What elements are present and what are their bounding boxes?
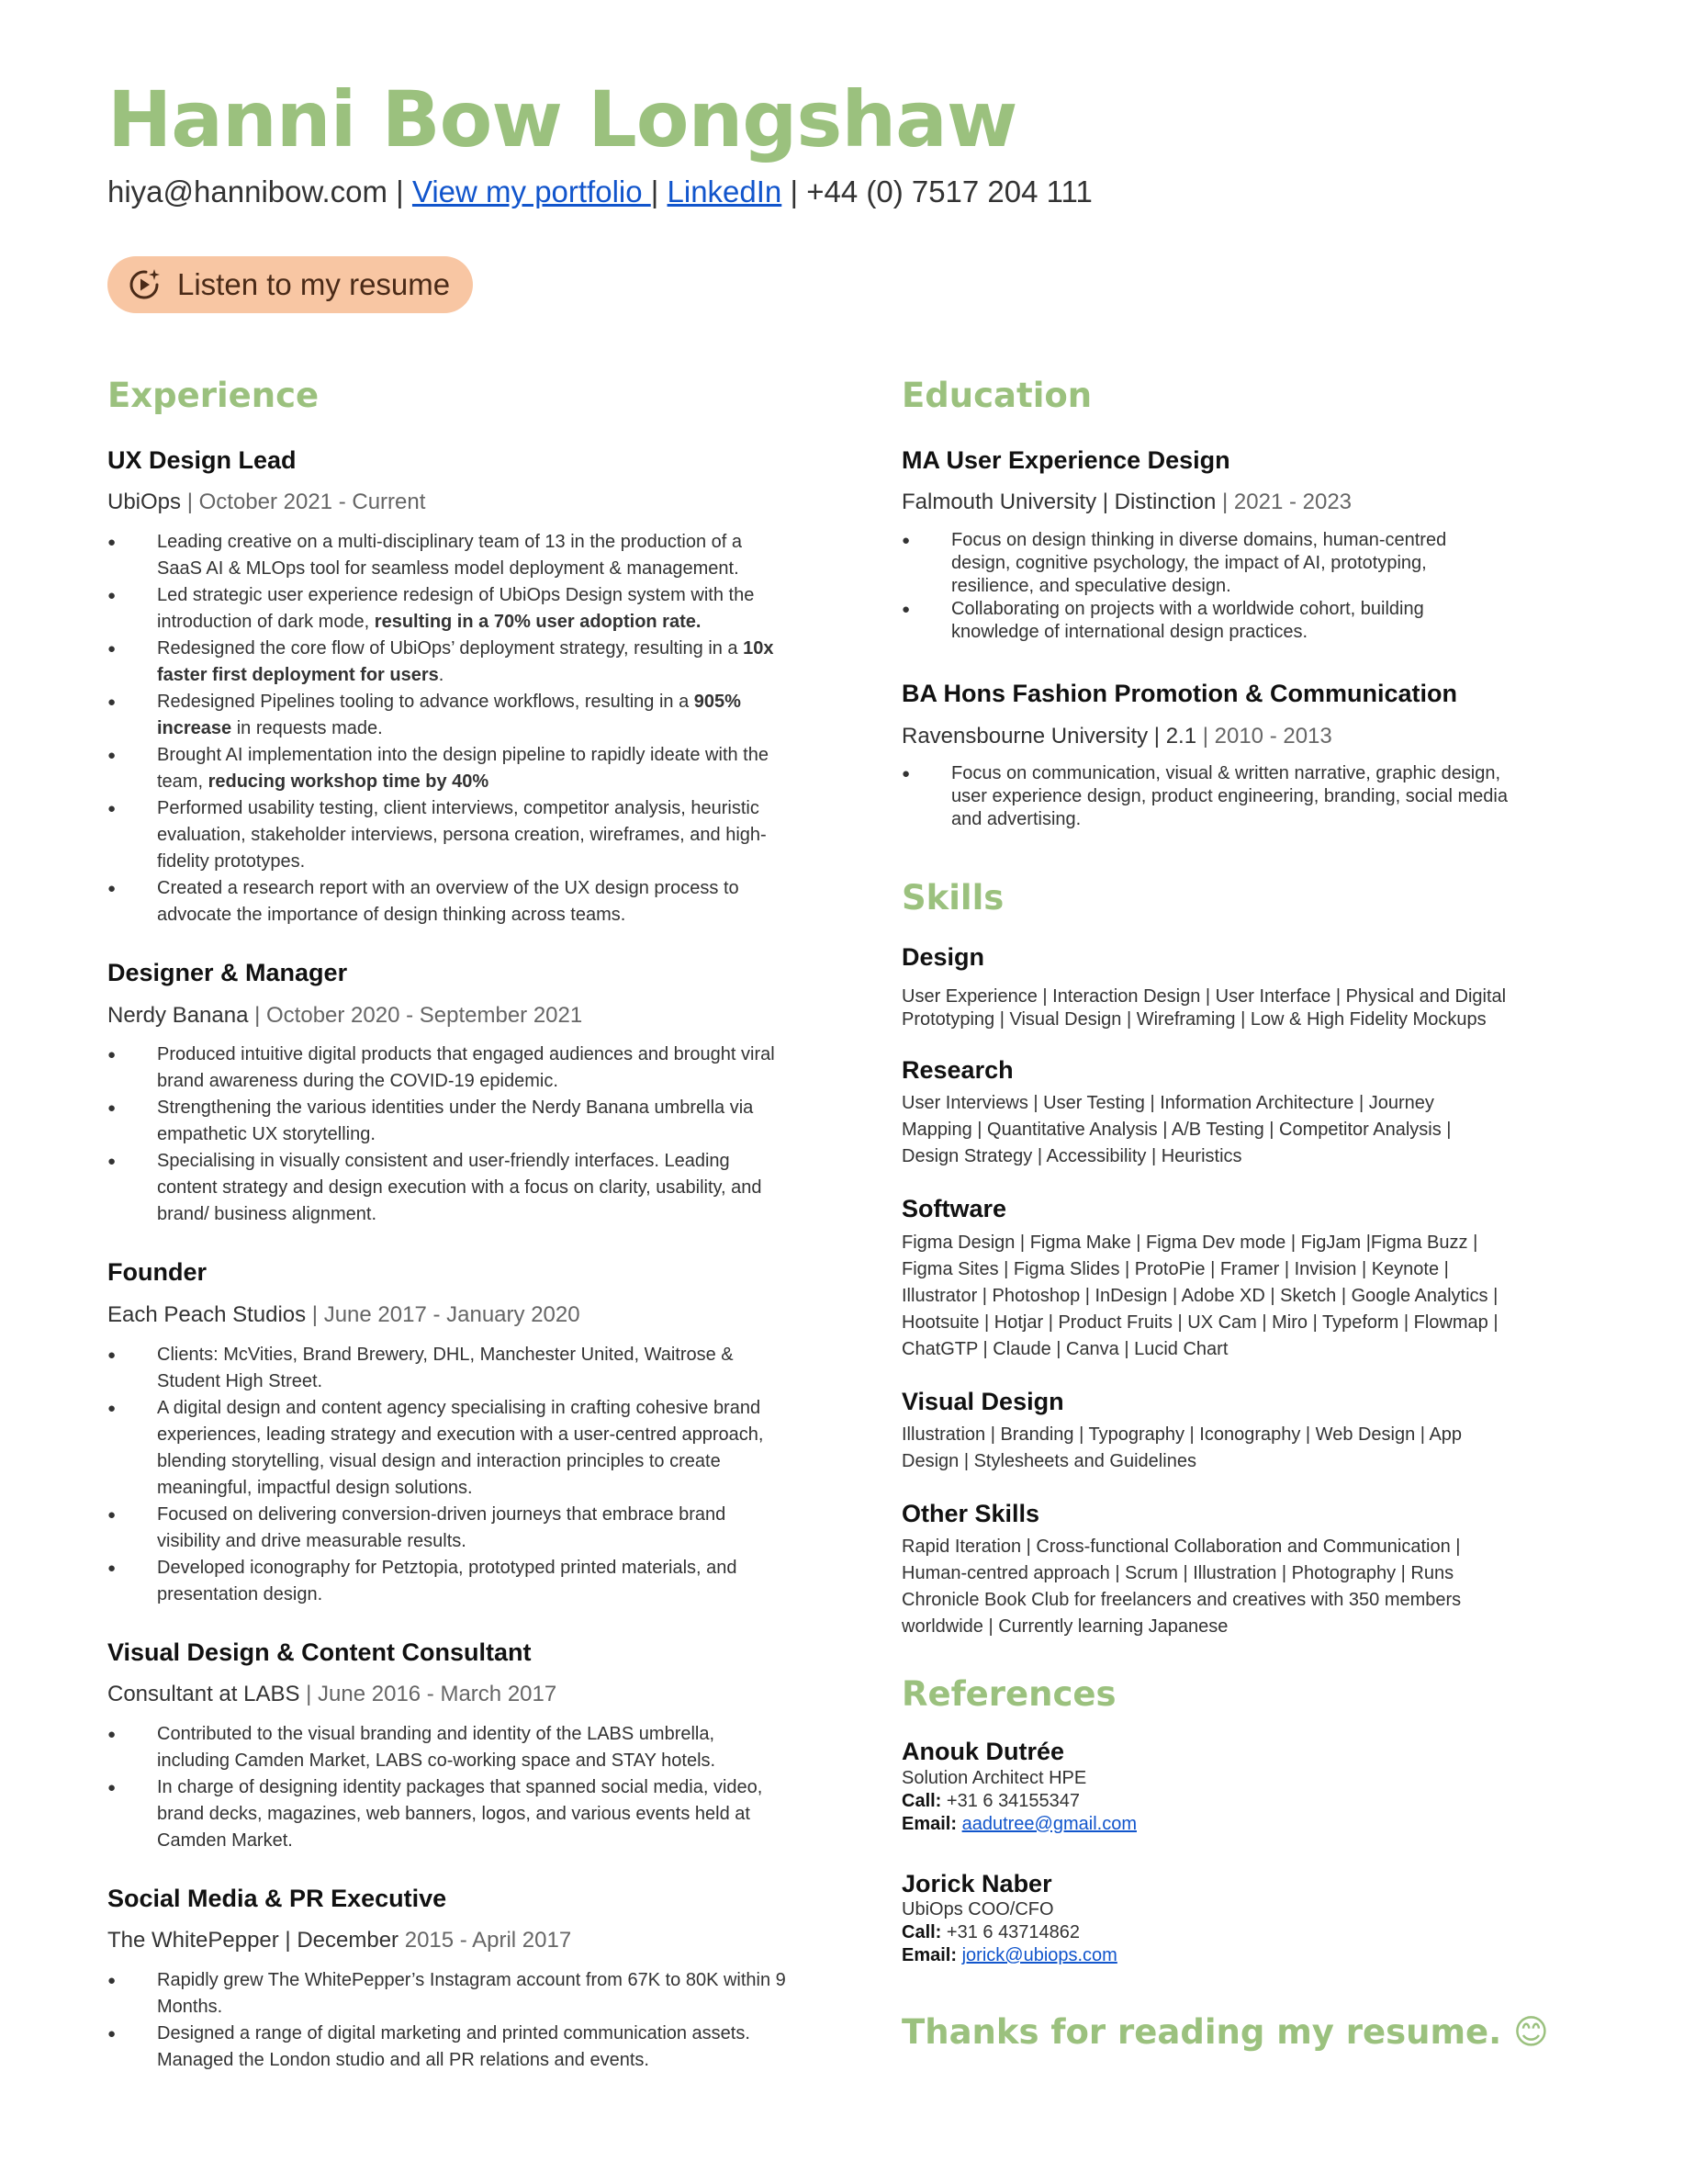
job-bullets bbox=[107, 529, 787, 929]
reference-entry bbox=[902, 1869, 1508, 1967]
skill-group bbox=[902, 1499, 1508, 1640]
listen-button-label: Listen to my resume bbox=[177, 267, 451, 301]
reference-email: Email: jorick@ubiops.com bbox=[902, 1945, 1117, 1966]
education-entry bbox=[902, 679, 1508, 831]
email-text: hiya@hannibow.com bbox=[107, 174, 388, 208]
skill-group-title: Research bbox=[902, 1055, 1014, 1084]
separator: | bbox=[781, 174, 807, 208]
separator: | bbox=[387, 174, 412, 208]
education-heading: Education bbox=[902, 376, 1093, 415]
bullet-item: ● Developed iconography for Petztopia, prototyped printed materials, and presentation design. bbox=[107, 1555, 787, 1608]
skills-heading: Skills bbox=[902, 878, 1005, 918]
education-dates: | 2021 - 2023 bbox=[1216, 490, 1353, 515]
closing-message: Thanks for reading my resume. 😊 bbox=[902, 2012, 1549, 2053]
job-bullets bbox=[107, 1967, 787, 2074]
job-entry bbox=[107, 1638, 787, 1854]
job-company: UbiOps bbox=[107, 490, 182, 515]
education-entry bbox=[902, 445, 1508, 644]
school-name: Falmouth University | Distinction bbox=[902, 490, 1217, 515]
job-bullets bbox=[107, 1342, 787, 1608]
contact-line bbox=[107, 174, 1093, 209]
school-name: Ravensbourne University | 2.1 bbox=[902, 723, 1197, 749]
reference-entry bbox=[902, 1737, 1508, 1835]
skill-group-text: User Experience | Interaction Design | User Interface | Physical and Digital Prototyping | Visual Design | Wireframing | Low & High Fidelity Mockups bbox=[902, 985, 1507, 1030]
play-sparkle-icon bbox=[126, 266, 163, 303]
reference-phone: Call: +31 6 34155347 bbox=[902, 1790, 1081, 1811]
skill-group bbox=[902, 1055, 1508, 1170]
degree-title: BA Hons Fashion Promotion & Communication bbox=[902, 680, 1457, 708]
skill-group bbox=[902, 1194, 1508, 1362]
education-meta bbox=[902, 490, 1508, 516]
bullet-item: ● Specialising in visually consistent and user-friendly interfaces. Leading content strategy and design execution with a focus on clarity, usability, and brand/ business alignment. bbox=[107, 1148, 787, 1228]
skill-group-title: Other Skills bbox=[902, 1499, 1040, 1527]
job-entry bbox=[107, 958, 787, 1228]
bullet-item: ● Redesigned the core flow of UbiOps’ deployment strategy, resulting in a 10x faster first deployment for users. bbox=[107, 636, 787, 689]
skill-group-title: Software bbox=[902, 1195, 1007, 1223]
skill-group-text: User Interviews | User Testing | Information Architecture | Journey Mapping | Quantitative Analysis | A/B Testing | Competitor Analysis | Design Strategy | Accessibility | Heuristics bbox=[902, 1093, 1452, 1167]
skill-group bbox=[902, 942, 1508, 1030]
job-bullets bbox=[107, 1041, 787, 1228]
job-dates: 2015 - April 2017 bbox=[399, 1928, 572, 1953]
bullet-item: ● Focused on delivering conversion-driven journeys that embrace brand visibility and drive measurable results. bbox=[107, 1502, 787, 1555]
job-entry bbox=[107, 445, 787, 929]
bullet-item: ● In charge of designing identity packages that spanned social media, video, brand decks, magazines, web banners, logos, and various events held at Camden Market. bbox=[107, 1774, 787, 1854]
education-bullets bbox=[902, 762, 1508, 831]
job-meta bbox=[107, 1003, 787, 1030]
reference-title: UbiOps COO/CFO bbox=[902, 1899, 1054, 1920]
reference-email-link[interactable]: jorick@ubiops.com bbox=[961, 1945, 1117, 1966]
job-role: Visual Design & Content Consultant bbox=[107, 1638, 532, 1666]
bullet-item: ● Redesigned Pipelines tooling to advance workflows, resulting in a 905% increase in requests made. bbox=[107, 689, 787, 742]
job-dates: | October 2021 - Current bbox=[181, 490, 426, 515]
bullet-item: ● Clients: McVities, Brand Brewery, DHL, Manchester United, Waitrose & Student High Street. bbox=[107, 1342, 787, 1395]
job-company: The WhitePepper | December bbox=[107, 1928, 399, 1953]
job-dates: | October 2020 - September 2021 bbox=[248, 1002, 583, 1028]
bullet-item: ● Produced intuitive digital products that engaged audiences and brought viral brand awareness during the COVID-19 epidemic. bbox=[107, 1041, 787, 1095]
reference-email-link[interactable]: aadutree@gmail.com bbox=[961, 1813, 1137, 1834]
job-company: Each Peach Studios bbox=[107, 1301, 307, 1327]
bullet-item: ● Strengthening the various identities under the Nerdy Banana umbrella via empathetic UX storytelling. bbox=[107, 1095, 787, 1148]
skill-group-text: Rapid Iteration | Cross-functional Collaboration and Communication | Human-centred approach | Scrum | Illustration | Photography | Runs Chronicle Book Club for freelancers and creatives with 350 members worldwide | Currently learning Japanese bbox=[902, 1537, 1462, 1638]
experience-column bbox=[107, 378, 787, 2074]
education-dates: | 2010 - 2013 bbox=[1196, 723, 1332, 749]
bullet-item: ● Brought AI implementation into the design pipeline to rapidly ideate with the team, reducing workshop time by 40% bbox=[107, 742, 787, 795]
bullet-item: ● Contributed to the visual branding and identity of the LABS umbrella, including Camden Market, LABS co-working space and STAY hotels. bbox=[107, 1721, 787, 1774]
skill-group-title: Visual Design bbox=[902, 1387, 1064, 1415]
job-meta bbox=[107, 490, 787, 516]
job-meta bbox=[107, 1302, 787, 1329]
skill-group-text: Figma Design | Figma Make | Figma Dev mode | FigJam |Figma Buzz | Figma Sites | Figma Slides | ProtoPie | Framer | Invision | Keynote | Illustrator | Photoshop | InDesign | Adobe XD | Sketch | Google Analytics | Hootsuite | Hotjar | Product Fruits | UX Cam | Miro | Typeform | Flowmap | ChatGTP | Claude | Canva | Lucid Chart bbox=[902, 1232, 1499, 1359]
job-entry bbox=[107, 1884, 787, 2074]
reference-name: Jorick Naber bbox=[902, 1869, 1052, 1897]
job-dates: | June 2016 - March 2017 bbox=[299, 1681, 557, 1706]
job-role: Social Media & PR Executive bbox=[107, 1884, 447, 1912]
linkedin-link[interactable]: LinkedIn bbox=[667, 174, 782, 208]
reference-name: Anouk Dutrée bbox=[902, 1738, 1065, 1766]
bullet-item: ● Led strategic user experience redesign of UbiOps Design system with the introduction of dark mode, resulting in a 70% user adoption rate. bbox=[107, 582, 787, 636]
job-meta bbox=[107, 1682, 787, 1708]
job-role: Designer & Manager bbox=[107, 959, 348, 987]
skill-group-title: Design bbox=[902, 943, 985, 972]
bullet-item: ● A digital design and content agency specialising in crafting cohesive brand experiences, leading strategy and execution with a user-centred approach, blending storytelling, visual design and interaction principles to create meaningful, impactful design solutions. bbox=[107, 1395, 787, 1502]
reference-title: Solution Architect HPE bbox=[902, 1767, 1087, 1788]
education-meta bbox=[902, 724, 1508, 750]
sidebar-column bbox=[902, 376, 1549, 2053]
job-entry bbox=[107, 1257, 787, 1607]
job-company: Consultant at LABS bbox=[107, 1681, 300, 1706]
phone-text: +44 (0) 7517 204 111 bbox=[806, 174, 1093, 208]
job-bullets bbox=[107, 1721, 787, 1854]
bullet-item: ● Collaborating on projects with a worldwide cohort, building knowledge of international design practices. bbox=[902, 598, 1508, 644]
reference-email: Email: aadutree@gmail.com bbox=[902, 1813, 1137, 1834]
bullet-item: ● Focus on communication, visual & written narrative, graphic design, user experience design, product engineering, branding, social media and advertising. bbox=[902, 762, 1508, 831]
education-bullets bbox=[902, 529, 1508, 644]
reference-phone: Call: +31 6 43714862 bbox=[902, 1922, 1081, 1943]
bullet-item: ● Focus on design thinking in diverse domains, human-centred design, cognitive psychology, the impact of AI, prototyping, resilience, and speculative design. bbox=[902, 529, 1508, 598]
listen-to-resume-button[interactable] bbox=[107, 256, 473, 313]
job-role: UX Design Lead bbox=[107, 446, 297, 474]
bullet-item: ● Designed a range of digital marketing and printed communication assets. Managed the London studio and all PR relations and events. bbox=[107, 2021, 787, 2074]
job-meta bbox=[107, 1928, 787, 1954]
job-dates: | June 2017 - January 2020 bbox=[306, 1301, 580, 1327]
skill-group-text: Illustration | Branding | Typography | Iconography | Web Design | App Design | Stylesheets and Guidelines bbox=[902, 1424, 1463, 1471]
bullet-item: ● Performed usability testing, client interviews, competitor analysis, heuristic evaluation, stakeholder interviews, persona creation, wireframes, and high-fidelity prototypes. bbox=[107, 795, 787, 875]
job-company: Nerdy Banana bbox=[107, 1002, 249, 1028]
portfolio-link[interactable]: View my portfolio bbox=[411, 174, 651, 208]
skill-group bbox=[902, 1387, 1508, 1475]
separator: | bbox=[650, 174, 668, 208]
experience-heading: Experience bbox=[107, 376, 320, 415]
references-heading: References bbox=[902, 1674, 1117, 1715]
bullet-item: ● Rapidly grew The WhitePepper’s Instagram account from 67K to 80K within 9 Months. bbox=[107, 1967, 787, 2021]
job-role: Founder bbox=[107, 1258, 207, 1287]
bullet-item: ● Leading creative on a multi-disciplinary team of 13 in the production of a SaaS AI & MLOps tool for seamless model deployment & management. bbox=[107, 529, 787, 582]
bullet-item: ● Created a research report with an overview of the UX design process to advocate the importance of design thinking across teams. bbox=[107, 875, 787, 929]
degree-title: MA User Experience Design bbox=[902, 446, 1230, 474]
candidate-name: Hanni Bow Longshaw bbox=[107, 74, 1017, 164]
